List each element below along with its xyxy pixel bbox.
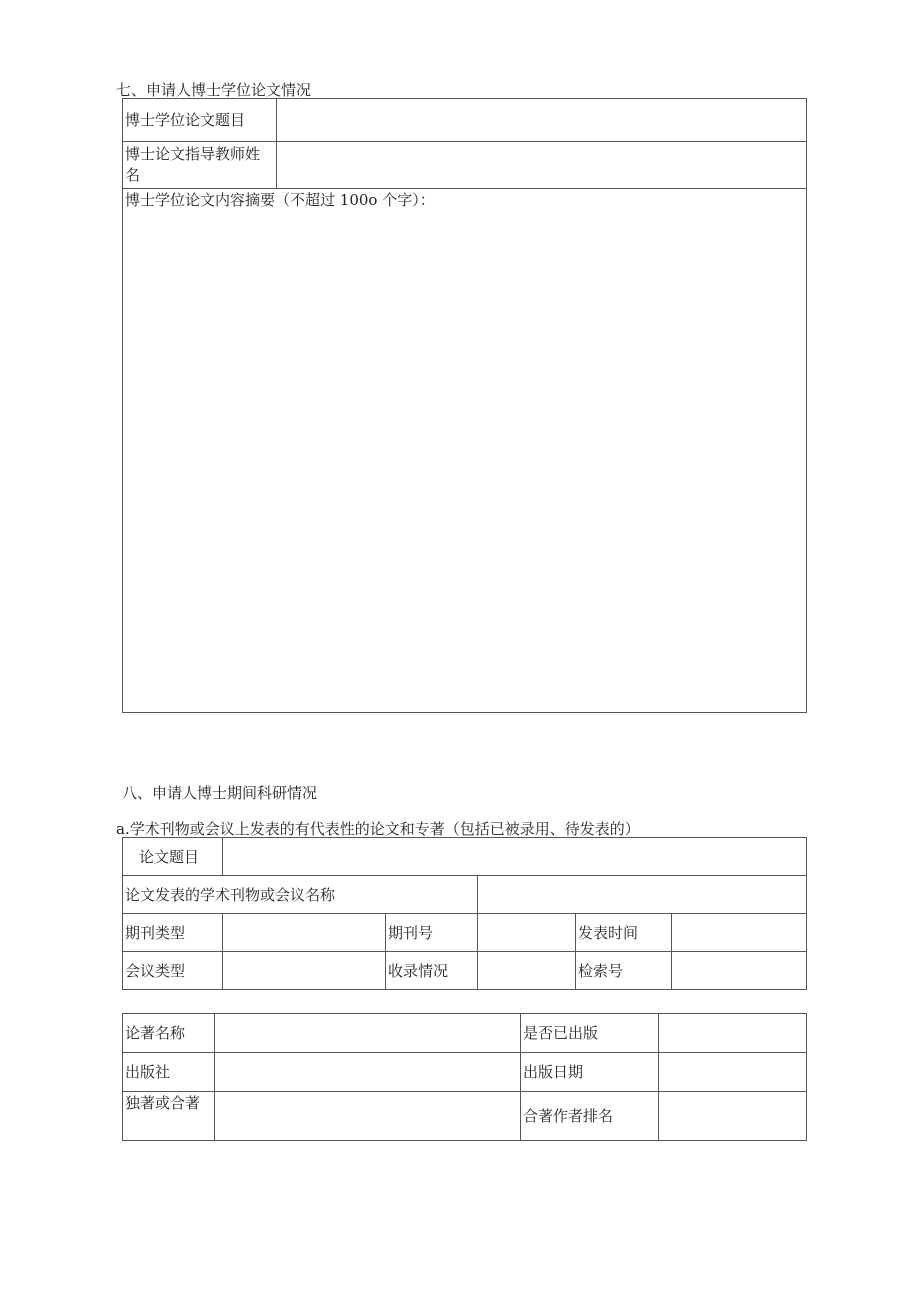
is-published-field[interactable] — [659, 1014, 807, 1053]
authorship-field[interactable] — [215, 1092, 521, 1141]
advisor-name-field[interactable] — [277, 142, 807, 189]
thesis-table — [122, 98, 807, 713]
paper-title-label: 论文题目 — [123, 838, 223, 876]
journal-number-field[interactable] — [478, 914, 576, 952]
conference-type-label: 会议类型 — [123, 952, 223, 990]
papers-table — [122, 837, 807, 990]
abstract-field[interactable] — [123, 189, 807, 713]
advisor-name-label: 博士论文指导教师姓名 — [123, 142, 277, 189]
conference-type-field[interactable] — [223, 952, 386, 990]
publisher-field[interactable] — [215, 1053, 521, 1092]
journal-number-label: 期刊号 — [386, 914, 478, 952]
section8-heading: 八、申请人博士期间科研情况 — [122, 784, 318, 802]
journal-type-field[interactable] — [223, 914, 386, 952]
paper-venue-field[interactable] — [478, 876, 807, 914]
journal-type-label: 期刊类型 — [123, 914, 223, 952]
books-table — [122, 1013, 807, 1141]
publish-date-label: 出版日期 — [521, 1053, 659, 1092]
paper-venue-label: 论文发表的学术刊物或会议名称 — [123, 876, 478, 914]
index-number-label: 检索号 — [576, 952, 672, 990]
author-rank-label: 合著作者排名 — [521, 1092, 659, 1141]
publish-date-field[interactable] — [659, 1053, 807, 1092]
index-number-field[interactable] — [672, 952, 807, 990]
publish-time-field[interactable] — [672, 914, 807, 952]
book-name-label: 论著名称 — [123, 1014, 215, 1053]
thesis-title-label: 博士学位论文题目 — [123, 99, 277, 142]
indexed-status-label: 收录情况 — [386, 952, 478, 990]
author-rank-field[interactable] — [659, 1092, 807, 1141]
authorship-label: 独著或合著 — [123, 1092, 215, 1141]
is-published-label: 是否已出版 — [521, 1014, 659, 1053]
indexed-status-field[interactable] — [478, 952, 576, 990]
abstract-label: 博士学位论文内容摘要（不超过 100o 个字）： — [125, 191, 435, 209]
thesis-title-field[interactable] — [277, 99, 807, 142]
book-name-field[interactable] — [215, 1014, 521, 1053]
section8-subheading: a.学术刊物或会议上发表的有代表性的论文和专著（包括已被录用、待发表的） — [116, 820, 640, 838]
paper-title-field[interactable] — [223, 838, 807, 876]
section7-heading: 七、申请人博士学位论文情况 — [116, 81, 312, 99]
publish-time-label: 发表时间 — [576, 914, 672, 952]
publisher-label: 出版社 — [123, 1053, 215, 1092]
